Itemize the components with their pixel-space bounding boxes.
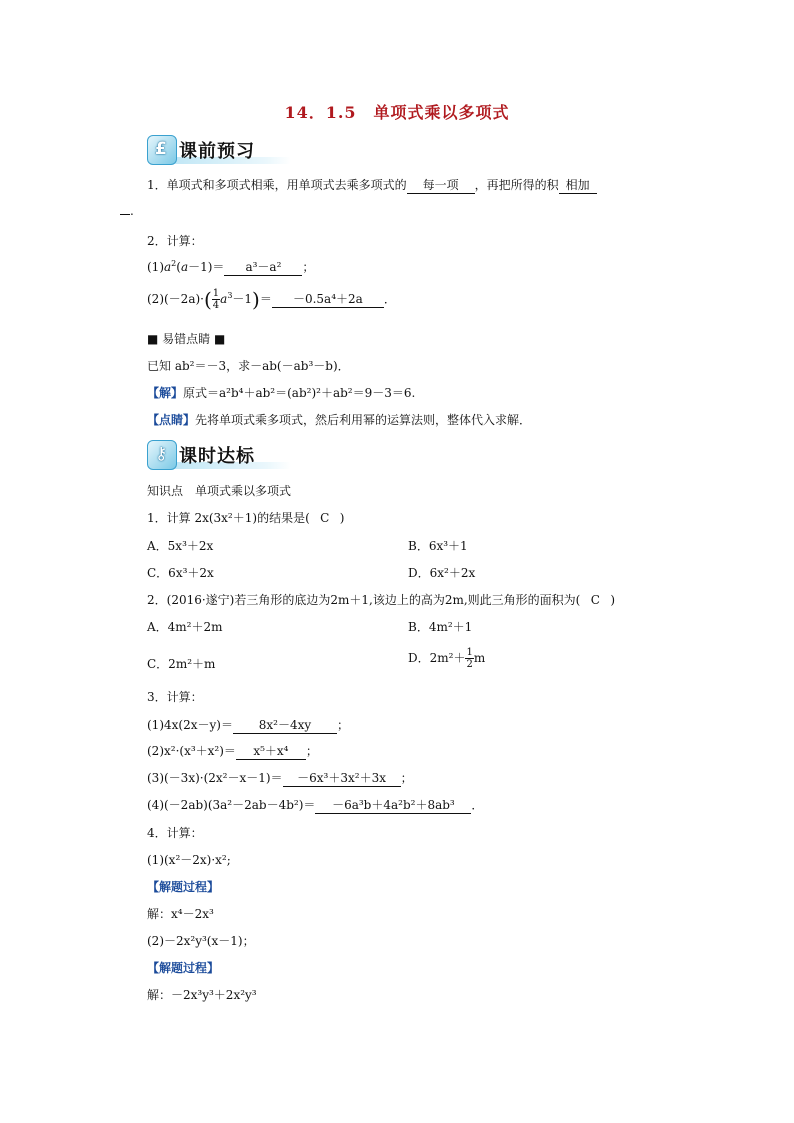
answer-blank: 每一项 <box>407 178 475 194</box>
answer-blank: －6x³＋3x²＋3x <box>283 771 401 787</box>
process-tag: 【解题过程】 <box>147 961 220 975</box>
answer-blank: 相加 <box>559 178 597 194</box>
fraction: $\frac{1}{2}$ <box>466 647 473 670</box>
key-badge-icon: ⚷ <box>147 440 177 470</box>
mc-question-1: 1．计算 2x(3x²＋1)的结果是( C ) <box>147 511 345 525</box>
pound-badge-icon: £ <box>147 135 177 165</box>
answer-blank: －6a³b＋4a²b²＋8ab³ <box>315 798 471 814</box>
question-4-label: 4．计算： <box>147 826 203 840</box>
fraction: $\frac{1}{4}$ <box>212 288 220 311</box>
question-3-item: (4)(－2ab)(3a²－2ab－4b²)＝ －6a³b＋4a²b²＋8ab³ ． <box>147 798 484 812</box>
section-label: 课前预习 <box>179 141 255 162</box>
mc2-option-b: B．4m²＋1 <box>408 620 473 634</box>
question-4-part-1: (1)(x²－2x)·x²; <box>147 853 231 867</box>
section-banner-classwork <box>147 440 292 472</box>
question-4-solution-1: 解：x⁴－2x³ <box>147 907 214 921</box>
point-tag: 【点睛】 <box>147 413 196 427</box>
mc2-option-c: C．2m²＋m <box>147 657 216 671</box>
answer-blank: x⁵＋x⁴ <box>236 744 306 760</box>
tip-point: 【点睛】先将单项式乘多项式，然后利用幂的运算法则，整体代入求解． <box>147 413 532 427</box>
mc1-option-c: C．6x³＋2x <box>147 566 214 580</box>
mc1-option-a: A．5x³＋2x <box>147 539 214 553</box>
mc1-option-d: D．6x²＋2x <box>408 566 476 580</box>
question-2-part-2: (2)(－2a)·( $\frac{1}{4}$ $a^3-1)= -0.5a^4+2a$ ． <box>147 287 396 312</box>
question-4-part-2: (2)－2x²y³(x－1)； <box>147 934 255 948</box>
tip-header: ■ 易错点睛 ■ <box>147 332 226 346</box>
question-2-label: 2．计算： <box>147 234 203 248</box>
process-tag: 【解题过程】 <box>147 880 220 894</box>
mc2-option-d: D．2m²＋ $\frac{1}{2}$ m <box>408 647 486 670</box>
mc-answer: C <box>320 511 330 525</box>
tip-problem: 已知 ab²＝－3，求－ab(－ab³－b)． <box>147 359 350 373</box>
question-2-part-1: $(1)a^2(a-1)= a^3-a^2$ ； <box>147 259 315 274</box>
question-3-item: (3)(－3x)·(2x²－x－1)＝ －6x³＋3x²＋3x ； <box>147 771 413 785</box>
question-1: 1．单项式和多项式相乘，用单项式去乘多项式的 每一项 ，再把所得的积 相加 <box>147 176 597 194</box>
section-label: 课时达标 <box>179 446 255 467</box>
question-3-item: (1)4x(2x－y)＝ 8x²－4xy ； <box>147 718 349 732</box>
section-banner-preview <box>147 135 292 167</box>
solution-tag: 【解】 <box>147 386 184 400</box>
question-3-item: (2)x²·(x³＋x²)＝ x⁵＋x⁴ ； <box>147 744 318 758</box>
answer-blank: 8x²－4xy <box>233 718 337 734</box>
question-1-continuation: . <box>120 204 134 218</box>
tip-solution: 【解】原式＝a²b⁴＋ab²＝(ab²)²＋ab²＝9－3＝6. <box>147 386 416 400</box>
knowledge-point: 知识点 单项式乘以多项式 <box>147 484 292 498</box>
page-title: 14．1.5 单项式乘以多项式 <box>284 103 510 122</box>
question-4-solution-2: 解：－2x³y³＋2x²y³ <box>147 988 257 1002</box>
answer-blank: －0.5a⁴＋2a <box>272 292 384 308</box>
mc-question-2: 2．(2016·遂宁)若三角形的底边为2m＋1,该边上的高为2m,则此三角形的面积为( C ) <box>147 593 616 607</box>
question-3-label: 3．计算： <box>147 690 203 704</box>
mc-answer: C <box>590 593 600 607</box>
mc1-option-b: B．6x³＋1 <box>408 539 468 553</box>
mc2-option-a: A．4m²＋2m <box>147 620 223 634</box>
answer-blank: a³－a² <box>224 260 302 276</box>
